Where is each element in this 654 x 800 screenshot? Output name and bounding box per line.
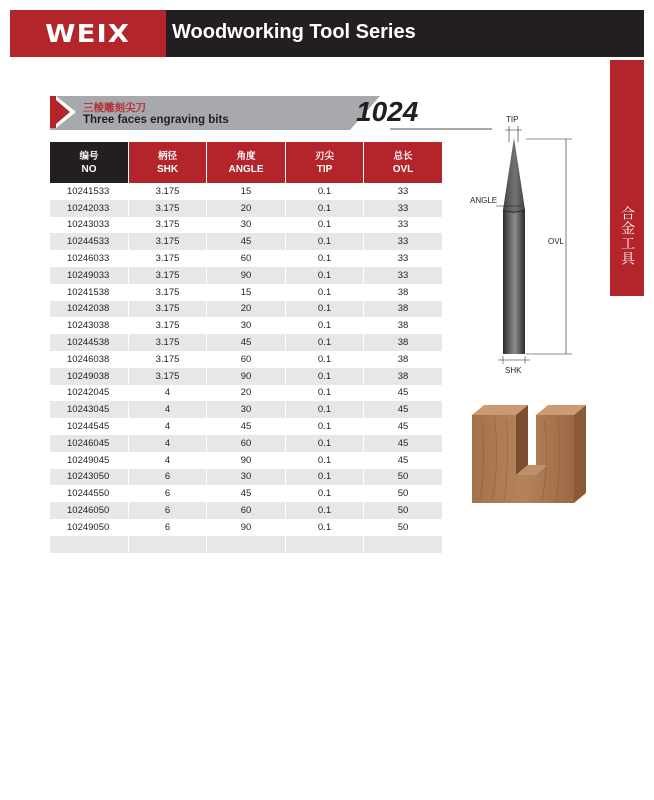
bit-flute-shade bbox=[503, 138, 525, 214]
header-angle-cn: 角度 bbox=[236, 150, 256, 162]
cell-ovl: 38 bbox=[364, 368, 442, 385]
header-tip-cn: 刃尖 bbox=[314, 150, 334, 162]
cell-no: 10241538 bbox=[50, 284, 129, 301]
cell-angle: 30 bbox=[207, 217, 286, 234]
cell-angle: 15 bbox=[207, 183, 286, 200]
page-header bbox=[10, 10, 644, 57]
header-shk-cn: 柄径 bbox=[157, 150, 177, 162]
cell-no bbox=[50, 536, 129, 553]
cell-tip: 0.1 bbox=[286, 284, 364, 301]
cell-angle: 45 bbox=[207, 233, 286, 250]
cell-ovl bbox=[364, 536, 442, 553]
cell-shk: 3.175 bbox=[129, 250, 207, 267]
cell-ovl: 33 bbox=[397, 219, 409, 231]
cell-shk: 4 bbox=[129, 418, 207, 435]
header-shk bbox=[129, 142, 207, 183]
cell-no: 10246045 bbox=[50, 435, 129, 452]
table-row bbox=[50, 233, 442, 250]
header-angle bbox=[207, 142, 286, 183]
cell-angle: 60 bbox=[207, 250, 286, 267]
table-row bbox=[50, 217, 442, 234]
brand-logo-text: WEIX bbox=[45, 19, 131, 48]
cell-no: 10243033 bbox=[50, 217, 129, 234]
cell-shk: 4 bbox=[129, 401, 207, 418]
cell-shk: 3.175 bbox=[129, 368, 207, 385]
cell-angle: 90 bbox=[207, 519, 286, 536]
cell-ovl: 33 bbox=[364, 267, 442, 284]
table-header bbox=[50, 142, 442, 183]
cell-shk: 4 bbox=[129, 385, 207, 402]
cell-no: 10249050 bbox=[50, 519, 129, 536]
table-row bbox=[50, 284, 442, 301]
table-body bbox=[50, 183, 442, 553]
cell-tip: 0.1 bbox=[286, 301, 364, 318]
cell-no: 10241533 bbox=[50, 183, 129, 200]
category-side-tab bbox=[610, 60, 644, 296]
cell-tip: 0.1 bbox=[286, 469, 364, 486]
cell-angle: 45 bbox=[207, 418, 286, 435]
cell-ovl: 45 bbox=[364, 401, 442, 418]
cell-ovl: 45 bbox=[397, 387, 409, 399]
table-row bbox=[50, 183, 442, 200]
cell-shk: 3.175 bbox=[129, 334, 207, 351]
table-row bbox=[50, 317, 442, 334]
table-row bbox=[50, 502, 442, 519]
cell-angle: 45 bbox=[207, 485, 286, 502]
product-banner bbox=[50, 96, 442, 130]
cell-shk: 3.175 bbox=[129, 351, 207, 368]
cell-angle: 60 bbox=[207, 351, 286, 368]
cell-angle: 90 bbox=[207, 452, 286, 469]
cell-ovl: 45 bbox=[364, 435, 442, 452]
cell-angle: 60 bbox=[207, 502, 286, 519]
cell-angle: 60 bbox=[207, 435, 286, 452]
table-row bbox=[50, 519, 442, 536]
cell-ovl: 33 bbox=[364, 200, 442, 217]
cell-ovl: 50 bbox=[397, 488, 409, 500]
table-row bbox=[50, 250, 442, 267]
cell-shk: 6 bbox=[129, 502, 207, 519]
angle-label: ANGLE bbox=[470, 196, 498, 205]
cell-tip: 0.1 bbox=[286, 183, 364, 200]
cell-no: 10243038 bbox=[50, 317, 129, 334]
cell-ovl: 38 bbox=[397, 353, 409, 365]
table-row bbox=[50, 301, 442, 318]
table-row bbox=[50, 435, 442, 452]
cell-shk: 3.175 bbox=[129, 317, 207, 334]
cell-shk: 4 bbox=[129, 452, 207, 469]
cell-angle bbox=[207, 536, 286, 553]
cell-shk: 3.175 bbox=[129, 233, 207, 250]
header-tip-en: TIP bbox=[316, 163, 333, 175]
engraving-bit-diagram bbox=[460, 108, 590, 378]
cell-angle: 45 bbox=[207, 334, 286, 351]
cell-tip: 0.1 bbox=[286, 267, 364, 284]
table-row bbox=[50, 368, 442, 385]
product-code: 1024 bbox=[356, 96, 419, 127]
header-no bbox=[50, 142, 129, 183]
cell-tip: 0.1 bbox=[286, 485, 364, 502]
cell-ovl: 33 bbox=[364, 233, 442, 250]
table-row bbox=[50, 401, 442, 418]
cell-tip bbox=[286, 536, 364, 553]
cell-shk bbox=[129, 536, 207, 553]
shk-label: SHK bbox=[505, 366, 522, 375]
spec-table bbox=[50, 142, 442, 553]
table-row bbox=[50, 351, 442, 368]
cell-ovl: 38 bbox=[364, 301, 442, 318]
cell-no: 10246050 bbox=[50, 502, 129, 519]
table-row bbox=[50, 385, 442, 402]
cell-tip: 0.1 bbox=[286, 418, 364, 435]
table-row bbox=[50, 200, 442, 217]
cell-shk: 3.175 bbox=[129, 217, 207, 234]
cell-no: 10244533 bbox=[50, 233, 129, 250]
cell-no: 10242038 bbox=[50, 301, 129, 318]
cell-shk: 6 bbox=[129, 469, 207, 486]
cell-no: 10244538 bbox=[50, 334, 129, 351]
cell-no: 10242045 bbox=[50, 385, 129, 402]
cell-no: 10249045 bbox=[50, 452, 129, 469]
cell-no: 10243045 bbox=[50, 401, 129, 418]
cell-angle: 20 bbox=[207, 301, 286, 318]
cell-ovl: 50 bbox=[364, 469, 442, 486]
cell-tip: 0.1 bbox=[286, 334, 364, 351]
cell-angle: 20 bbox=[207, 385, 286, 402]
cell-ovl: 45 bbox=[397, 421, 409, 433]
cell-no: 10244550 bbox=[50, 485, 129, 502]
header-no-en: NO bbox=[81, 163, 97, 175]
cell-shk: 4 bbox=[129, 435, 207, 452]
cell-ovl: 50 bbox=[397, 521, 409, 533]
cell-no: 10244545 bbox=[50, 418, 129, 435]
category-side-tab-label: 合金工具 bbox=[619, 206, 635, 266]
cell-tip: 0.1 bbox=[286, 502, 364, 519]
wood-groove-illustration bbox=[470, 403, 588, 505]
table-row bbox=[50, 267, 442, 284]
cell-no: 10249038 bbox=[50, 368, 129, 385]
table-row bbox=[50, 536, 442, 553]
banner-accent-bar bbox=[50, 96, 56, 128]
cell-angle: 30 bbox=[207, 469, 286, 486]
cell-angle: 15 bbox=[207, 284, 286, 301]
cell-ovl: 45 bbox=[397, 454, 409, 466]
cell-shk: 3.175 bbox=[129, 284, 207, 301]
ovl-label: OVL bbox=[548, 237, 565, 246]
cell-angle: 20 bbox=[207, 200, 286, 217]
cell-tip: 0.1 bbox=[286, 452, 364, 469]
cell-tip: 0.1 bbox=[286, 351, 364, 368]
table-row bbox=[50, 418, 442, 435]
cell-no: 10246033 bbox=[50, 250, 129, 267]
cell-no: 10246038 bbox=[50, 351, 129, 368]
cell-tip: 0.1 bbox=[286, 519, 364, 536]
tip-label: TIP bbox=[506, 115, 519, 124]
cell-tip: 0.1 bbox=[286, 217, 364, 234]
cell-ovl: 33 bbox=[397, 253, 409, 265]
cell-angle: 30 bbox=[207, 317, 286, 334]
cell-tip: 0.1 bbox=[286, 401, 364, 418]
header-ovl bbox=[364, 142, 442, 183]
cell-ovl: 38 bbox=[397, 286, 409, 298]
cell-tip: 0.1 bbox=[286, 250, 364, 267]
series-title: Woodworking Tool Series bbox=[172, 21, 416, 43]
header-angle-en: ANGLE bbox=[228, 163, 264, 175]
cell-ovl: 38 bbox=[364, 334, 442, 351]
cell-angle: 90 bbox=[207, 368, 286, 385]
cell-shk: 3.175 bbox=[129, 200, 207, 217]
cell-no: 10242033 bbox=[50, 200, 129, 217]
cell-shk: 6 bbox=[129, 519, 207, 536]
product-name-en: Three faces engraving bits bbox=[83, 114, 229, 126]
cell-shk: 3.175 bbox=[129, 301, 207, 318]
header-ovl-cn: 总长 bbox=[393, 150, 413, 162]
cell-angle: 30 bbox=[207, 401, 286, 418]
table-row bbox=[50, 469, 442, 486]
table-row bbox=[50, 334, 442, 351]
cell-angle: 90 bbox=[207, 267, 286, 284]
cell-shk: 3.175 bbox=[129, 267, 207, 284]
header-tip bbox=[286, 142, 364, 183]
brand-logo bbox=[10, 10, 166, 57]
cell-tip: 0.1 bbox=[286, 385, 364, 402]
table-row bbox=[50, 485, 442, 502]
cell-tip: 0.1 bbox=[286, 233, 364, 250]
cell-shk: 3.175 bbox=[129, 183, 207, 200]
table-row bbox=[50, 452, 442, 469]
cell-no: 10243050 bbox=[50, 469, 129, 486]
cell-ovl: 50 bbox=[364, 502, 442, 519]
cell-shk: 6 bbox=[129, 485, 207, 502]
cell-tip: 0.1 bbox=[286, 200, 364, 217]
cell-no: 10249033 bbox=[50, 267, 129, 284]
cell-tip: 0.1 bbox=[286, 368, 364, 385]
cell-tip: 0.1 bbox=[286, 435, 364, 452]
cell-tip: 0.1 bbox=[286, 317, 364, 334]
product-name-cn: 三棱雕刻尖刀 bbox=[83, 102, 146, 114]
header-no-cn: 编号 bbox=[79, 150, 99, 162]
cell-ovl: 33 bbox=[397, 185, 409, 197]
cell-ovl: 38 bbox=[397, 320, 409, 332]
header-ovl-en: OVL bbox=[392, 163, 414, 175]
header-shk-en: SHK bbox=[156, 163, 179, 175]
